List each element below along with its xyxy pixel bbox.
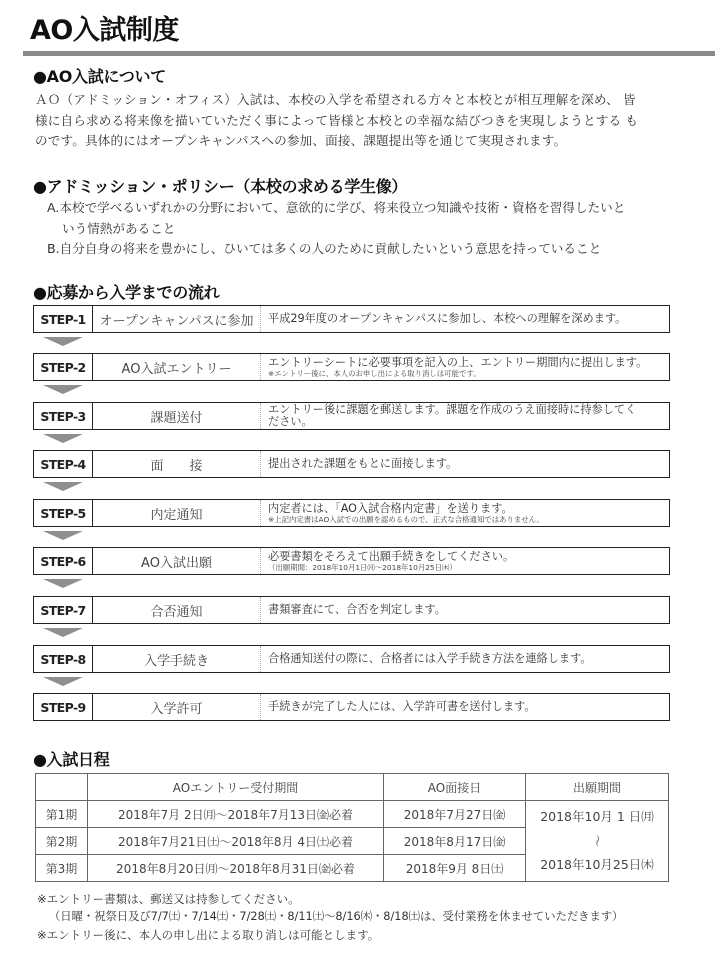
step-box xyxy=(33,305,670,333)
header-interview-date: AO面接日 xyxy=(384,774,526,801)
step-description xyxy=(261,451,669,477)
step-note: ※上記内定書はAO入試での出願を認めるもので、正式な合格通知ではありません。 xyxy=(268,514,544,524)
term-cell: 第1期 xyxy=(36,801,88,828)
about-paragraph xyxy=(35,90,675,152)
policy-item-a-cont: いう情熱があること xyxy=(62,220,176,236)
step-label: 課題送付 xyxy=(93,403,261,429)
step-box xyxy=(33,547,670,575)
step-label: 内定通知 xyxy=(93,500,261,526)
step-description-text: 内定者には、「AO入試合格内定書」を送ります。 xyxy=(268,501,513,515)
step-box xyxy=(33,450,670,478)
interview-cell: 2018年9月 8日㈯ xyxy=(384,855,526,882)
step-description xyxy=(261,548,669,574)
application-period-cell xyxy=(526,801,669,882)
step-number: STEP-5 xyxy=(34,500,93,526)
down-arrow-icon xyxy=(43,434,83,443)
step-description xyxy=(261,694,669,720)
step-description-text: エントリー後に課題を郵送します。課題を作成のうえ面接時に持参してく xyxy=(268,403,637,416)
note-line: ※エントリー後に、本人の申し出による取り消しは可能とします。 xyxy=(37,928,380,942)
page-title: AO入試制度 xyxy=(30,15,179,46)
step-note: ※エントリー後に、本人のお申し出による取り消しは可能です。 xyxy=(268,368,481,378)
application-separator: 〜 xyxy=(590,834,605,848)
application-start: 2018年10月 1 日㈪ xyxy=(540,809,654,824)
step-description-text: 書類審査にて、合否を判定します。 xyxy=(268,603,446,616)
interview-cell: 2018年7月27日㈮ xyxy=(384,801,526,828)
entry-cell: 2018年7月21日㈯〜2018年8月 4日㈯必着 xyxy=(88,828,384,855)
note-line: （日曜・祝祭日及び7/7㈯・7/14㈯・7/28㈯・8/11㈯〜8/16㈭・8/18㈯は、受付業務を休ませていただきます） xyxy=(49,910,624,923)
step-box xyxy=(33,353,670,381)
step-description xyxy=(261,646,669,672)
step-number: STEP-6 xyxy=(34,548,93,574)
flow-heading: ●応募から入学までの流れ xyxy=(33,283,220,302)
step-description-text: 手続きが完了した人には、入学許可書を送付します。 xyxy=(268,700,536,713)
step-description-text: 必要書類をそろえて出願手続きをしてください。 xyxy=(268,549,515,563)
down-arrow-icon xyxy=(43,531,83,540)
step-number: STEP-4 xyxy=(34,451,93,477)
step-box xyxy=(33,693,670,721)
step-description-text: 提出された課題をもとに面接します。 xyxy=(268,457,458,470)
step-label: AO入試出願 xyxy=(93,548,261,574)
down-arrow-icon xyxy=(43,628,83,637)
entry-cell: 2018年7月 2日㈪〜2018年7月13日㈮必着 xyxy=(88,801,384,828)
down-arrow-icon xyxy=(43,677,83,686)
policy-list xyxy=(47,198,687,260)
down-arrow-icon xyxy=(43,482,83,491)
term-cell: 第3期 xyxy=(36,855,88,882)
application-end: 2018年10月25日㈭ xyxy=(540,857,654,872)
step-description xyxy=(261,354,669,380)
down-arrow-icon xyxy=(43,337,83,346)
step-description-text: 合格通知送付の際に、合格者には入学手続き方法を連絡します。 xyxy=(268,652,592,665)
about-line: ＡＯ（アドミッション・オフィス）入試は、本校の入学を希望される方々と本校とが相互理解を深め、 皆 xyxy=(35,92,636,107)
step-label: 面 接 xyxy=(93,451,261,477)
header-application-period: 出願期間 xyxy=(526,774,669,801)
step-number: STEP-8 xyxy=(34,646,93,672)
down-arrow-icon xyxy=(43,579,83,588)
table-row xyxy=(36,801,669,828)
note-line: ※エントリー書類は、郵送又は持参してください。 xyxy=(37,892,300,906)
step-number: STEP-2 xyxy=(34,354,93,380)
step-description xyxy=(261,403,669,429)
about-line: のです。具体的にはオープンキャンパスへの参加、面接、課題提出等を通じて実現されます。 xyxy=(35,133,567,148)
step-description-text: 平成29年度のオープンキャンパスに参加し、本校への理解を深めます。 xyxy=(268,312,627,325)
policy-heading: ●アドミッション・ポリシー（本校の求める学生像） xyxy=(33,177,408,196)
step-description xyxy=(261,500,669,526)
interview-cell: 2018年8月17日㈮ xyxy=(384,828,526,855)
step-label: 入学許可 xyxy=(93,694,261,720)
step-label: 入学手続き xyxy=(93,646,261,672)
step-box xyxy=(33,596,670,624)
step-note: ださい。 xyxy=(268,415,313,428)
title-underline xyxy=(23,51,715,56)
step-description xyxy=(261,597,669,623)
step-label: オープンキャンパスに参加 xyxy=(93,306,261,332)
entry-cell: 2018年8月20日㈪〜2018年8月31日㈮必着 xyxy=(88,855,384,882)
schedule-notes xyxy=(37,890,623,944)
step-label: AO入試エントリー xyxy=(93,354,261,380)
step-description-text: エントリーシートに必要事項を記入の上、エントリー期間内に提出します。 xyxy=(268,355,648,369)
about-heading: ●AO入試について xyxy=(33,67,166,86)
step-description xyxy=(261,306,669,332)
schedule-heading: ●入試日程 xyxy=(33,750,110,769)
policy-item-b: B.自分自身の将来を豊かにし、ひいては多くの人のために貢献したいという意思を持っていること xyxy=(47,241,602,256)
about-line: 様に自ら求める将来像を描いていただく事によって皆様と本校との幸福な結びつきを実現しようとする も xyxy=(35,112,639,128)
policy-item-a: A.本校で学べるいずれかの分野において、意欲的に学び、将来役立つ知識や技術・資格を習得したいと xyxy=(47,200,626,215)
step-label: 合否通知 xyxy=(93,597,261,623)
step-box xyxy=(33,499,670,527)
step-number: STEP-3 xyxy=(34,403,93,429)
step-box xyxy=(33,645,670,673)
step-number: STEP-9 xyxy=(34,694,93,720)
step-box xyxy=(33,402,670,430)
header-entry-period: AOエントリー受付期間 xyxy=(88,774,384,801)
down-arrow-icon xyxy=(43,385,83,394)
table-header-row xyxy=(36,774,669,801)
step-number: STEP-1 xyxy=(34,306,93,332)
step-note: （出願期間：2018年10月1日㈪〜2018年10月25日㈭） xyxy=(268,562,457,572)
header-cell-empty xyxy=(36,774,88,801)
schedule-table xyxy=(35,773,669,882)
term-cell: 第2期 xyxy=(36,828,88,855)
step-number: STEP-7 xyxy=(34,597,93,623)
